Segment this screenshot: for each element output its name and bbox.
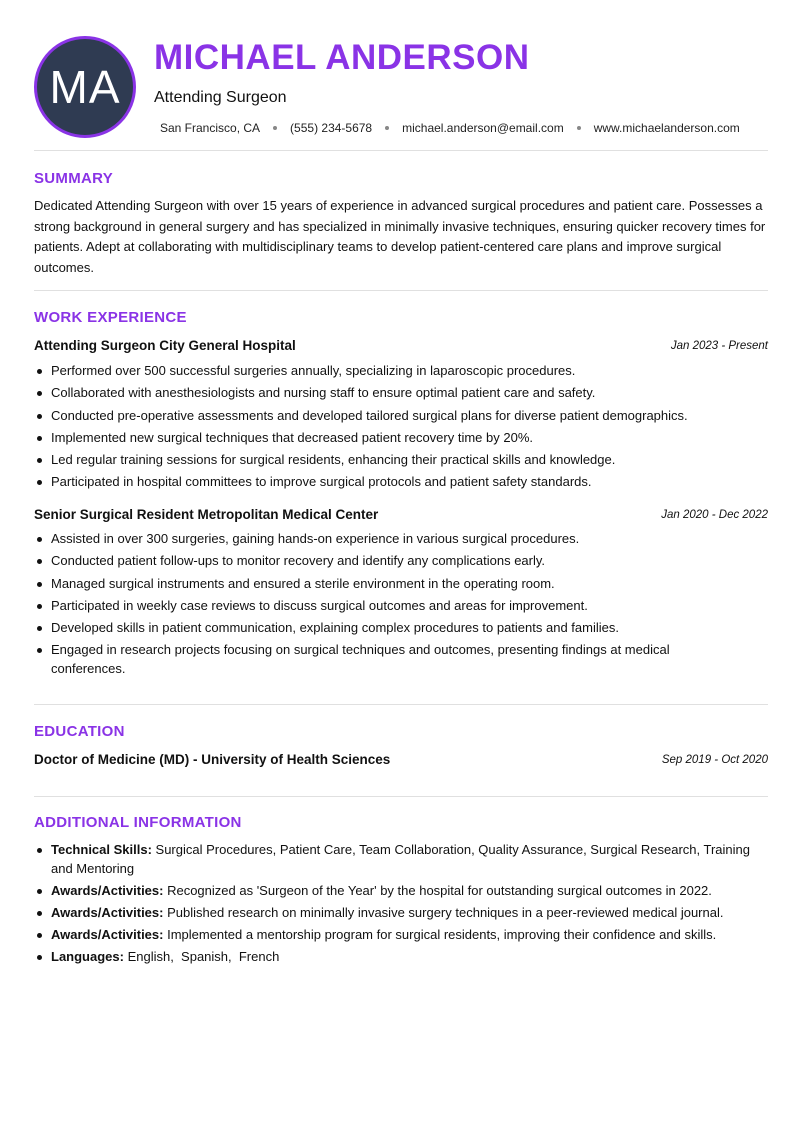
avatar xyxy=(34,36,136,138)
job-dates: Jan 2023 - Present xyxy=(670,340,768,352)
education-dates: Sep 2019 - Oct 2020 xyxy=(661,754,768,766)
list-item xyxy=(34,926,768,945)
job-bullet-list xyxy=(34,362,768,496)
additional-info-list xyxy=(34,841,768,970)
list-item xyxy=(34,841,768,878)
list-item: Managed surgical instruments and ensured a sterile environment in the operating room. xyxy=(34,575,768,594)
list-item: Performed over 500 successful surgeries annually, specializing in laparoscopic procedures. xyxy=(34,362,768,381)
resume-header xyxy=(34,34,768,138)
avatar-initials: MA xyxy=(49,61,121,113)
info-label: Technical Skills: xyxy=(51,842,152,857)
additional-info-heading: ADDITIONAL INFORMATION xyxy=(34,814,242,831)
info-label: Awards/Activities: xyxy=(51,882,164,898)
divider xyxy=(34,796,768,797)
divider xyxy=(34,150,768,151)
info-label: Awards/Activities: xyxy=(51,926,164,942)
contact-phone: (555) 234-5678 xyxy=(290,121,373,135)
candidate-title: Attending Surgeon xyxy=(154,89,287,106)
contact-email[interactable]: michael.anderson@email.com xyxy=(402,121,564,135)
info-label: Awards/Activities: xyxy=(51,904,164,920)
education-heading: EDUCATION xyxy=(34,723,125,740)
work-experience-heading: WORK EXPERIENCE xyxy=(34,309,187,326)
separator-dot-icon xyxy=(577,126,581,130)
contact-line xyxy=(160,121,740,135)
list-item xyxy=(34,882,768,901)
list-item: Conducted patient follow-ups to monitor recovery and identify any complications early. xyxy=(34,552,768,571)
summary-heading: SUMMARY xyxy=(34,170,114,187)
list-item: Participated in weekly case reviews to discuss surgical outcomes and areas for improvement. xyxy=(34,597,768,616)
candidate-name: MICHAEL ANDERSON xyxy=(154,38,530,77)
info-text: Recognized as 'Surgeon of the Year' by the hospital for outstanding surgical outcomes in 2022. xyxy=(163,882,712,898)
list-item xyxy=(34,948,768,967)
list-item: Participated in hospital committees to improve surgical protocols and patient safety standards. xyxy=(34,473,768,492)
list-item: Assisted in over 300 surgeries, gaining hands-on experience in various surgical procedures. xyxy=(34,530,768,549)
separator-dot-icon xyxy=(273,126,277,130)
education-degree: Doctor of Medicine (MD) - University of Health Sciences xyxy=(34,752,391,767)
job-dates: Jan 2020 - Dec 2022 xyxy=(661,509,768,521)
info-text: English, Spanish, French xyxy=(123,948,280,964)
list-item xyxy=(34,904,768,923)
divider xyxy=(34,290,768,291)
info-text: Published research on minimally invasive surgery techniques in a peer-reviewed medical journal. xyxy=(163,904,724,920)
info-text: Surgical Procedures, Patient Care, Team Collaboration, Quality Assurance, Surgical Research, Training and Mentoring xyxy=(51,842,750,876)
list-item: Led regular training sessions for surgical residents, enhancing their practical skills and knowledge. xyxy=(34,451,768,470)
job-role: Senior Surgical Resident Metropolitan Medical Center xyxy=(34,507,379,522)
job-bullet-list xyxy=(34,530,768,682)
separator-dot-icon xyxy=(385,126,389,130)
education-entry xyxy=(34,752,768,770)
job-role: Attending Surgeon City General Hospital xyxy=(34,338,296,353)
divider xyxy=(34,704,768,705)
contact-location: San Francisco, CA xyxy=(160,121,261,135)
job-header xyxy=(34,338,768,356)
list-item: Implemented new surgical techniques that decreased patient recovery time by 20%. xyxy=(34,429,768,448)
info-label: Languages: xyxy=(51,948,124,964)
list-item: Collaborated with anesthesiologists and nursing staff to ensure optimal patient care and safety. xyxy=(34,384,768,403)
contact-website[interactable]: www.michaelanderson.com xyxy=(593,121,740,135)
summary-text: Dedicated Attending Surgeon with over 15 years of experience in advanced surgical procedures and patient care. Possesses a strong background in general surgery and has specialized in minimally invasive techniques, ensuring quicker recovery times for patients. Adept at collaborating with multidisciplinary teams to develop patient-centered care plans and improve surgical outcomes. xyxy=(34,198,766,275)
info-text: Implemented a mentorship program for surgical residents, improving their confidence and skills. xyxy=(163,926,717,942)
list-item: Developed skills in patient communication, explaining complex procedures to patients and families. xyxy=(34,619,768,638)
job-header xyxy=(34,507,768,525)
list-item: Engaged in research projects focusing on surgical techniques and outcomes, presenting findings at medical conferences. xyxy=(34,641,768,678)
list-item: Conducted pre-operative assessments and developed tailored surgical plans for diverse patient demographics. xyxy=(34,407,768,426)
